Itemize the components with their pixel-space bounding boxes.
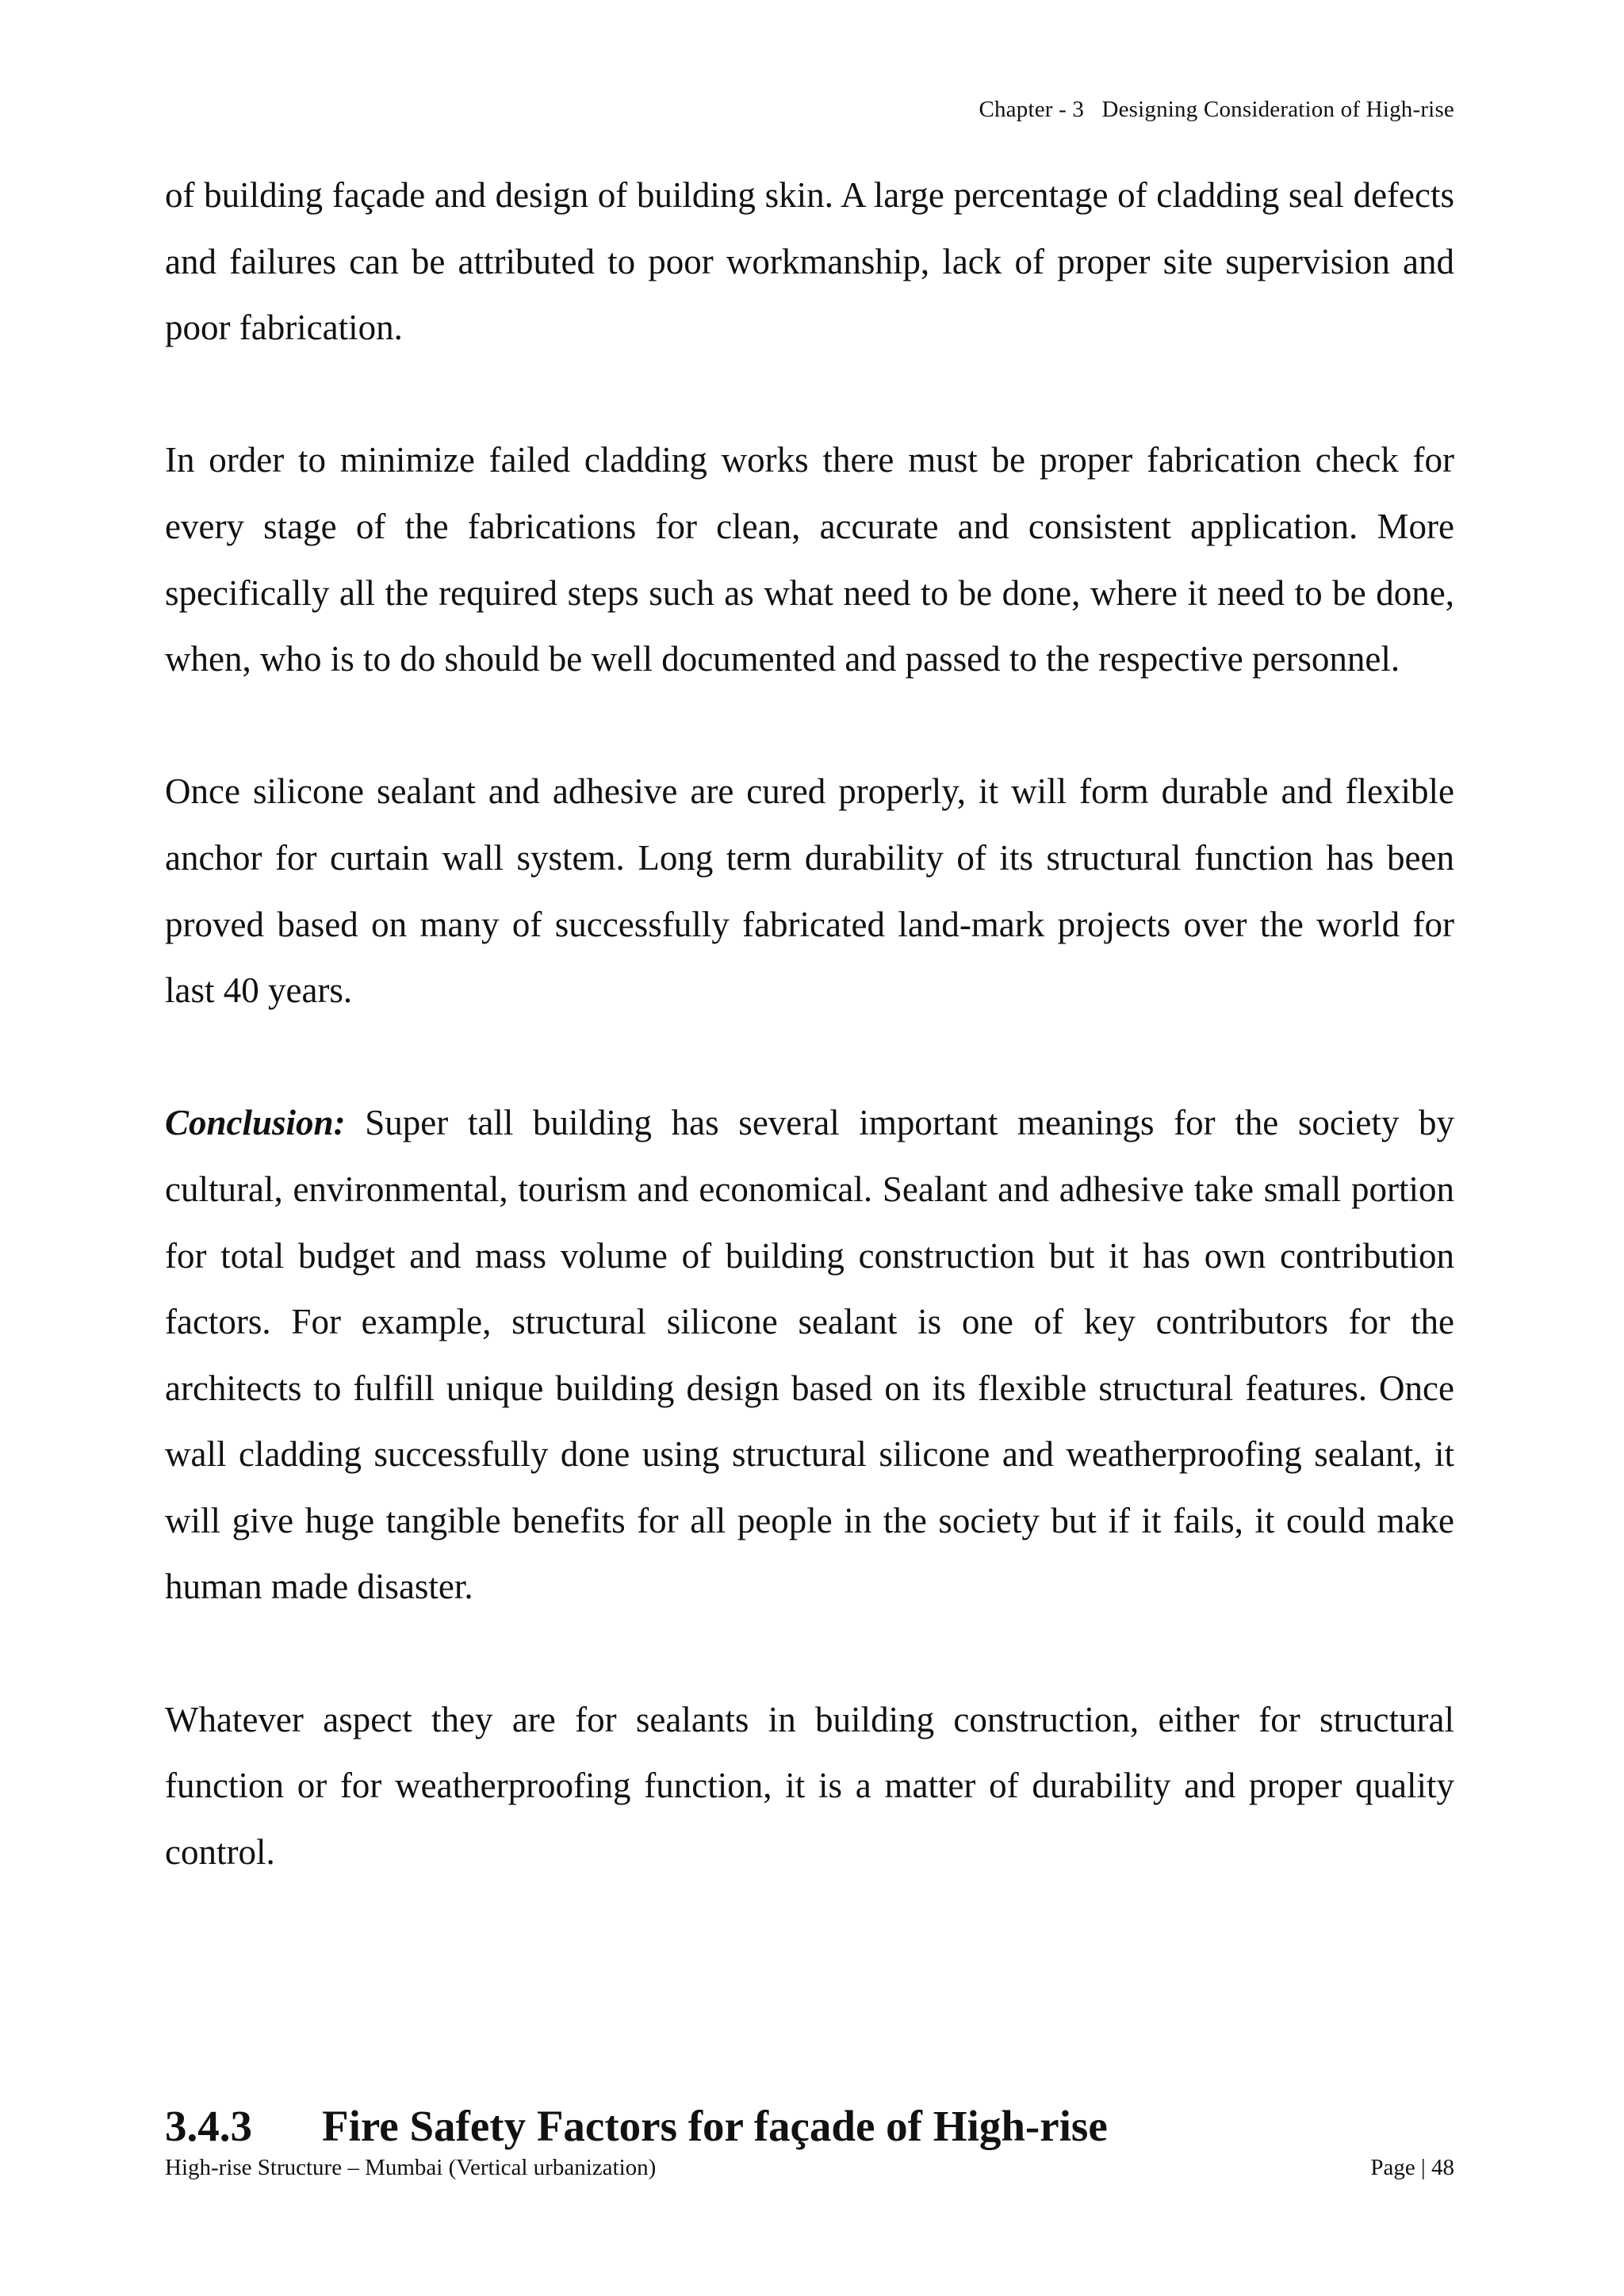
conclusion-text: Super tall building has several important meanings for the society by cultural, environmental, tourism and economical. Sealant and adhesive take small portion for total budget and mass volume of building construction but it has own contribution factors. For example, structural silicone sealant is one of key contributors for the architects to fulfill unique building design based on its flexible structural features. Once wall cladding successfully done using structural silicone and weatherproofing sealant, it will give huge tangible benefits for all people in the society but if it fails, it could make human made disaster. bbox=[165, 1103, 1454, 1607]
paragraph-conclusion bbox=[165, 1090, 1454, 1621]
paragraph-silicone-cure: Once silicone sealant and adhesive are cured properly, it will form durable and flexible anchor for curtain wall system. Long term durability of its structural function has been proved based on many of successfully fabricated land-mark projects over the world for last 40 years. bbox=[165, 771, 1454, 1011]
section-number: 3.4.3 bbox=[165, 2102, 252, 2150]
footer-page-number: Page | 48 bbox=[1370, 2155, 1454, 2180]
section-heading bbox=[165, 2101, 1108, 2151]
paragraph-cladding-defects: of building façade and design of building skin. A large percentage of cladding seal defects and failures can be attributed to poor workmanship, lack of proper site supervision and poor fabrication. bbox=[165, 175, 1454, 348]
conclusion-label: Conclusion: bbox=[165, 1103, 346, 1143]
running-header: Chapter - 3 Designing Consideration of High-rise bbox=[979, 97, 1454, 122]
body-text bbox=[165, 163, 1454, 1952]
section-title: Fire Safety Factors for façade of High-rise bbox=[322, 2102, 1108, 2150]
paragraph-closing: Whatever aspect they are for sealants in building construction, either for structural function or for weatherproofing function, it is a matter of durability and proper quality control. bbox=[165, 1699, 1454, 1872]
paragraph-fabrication-check: In order to minimize failed cladding works there must be proper fabrication check for every stage of the fabrications for clean, accurate and consistent application. More specifically all the required steps such as what need to be done, where it need to be done, when, who is to do should be well documented and passed to the respective personnel. bbox=[165, 440, 1454, 679]
footer-document-title: High-rise Structure – Mumbai (Vertical urbanization) bbox=[165, 2155, 657, 2180]
